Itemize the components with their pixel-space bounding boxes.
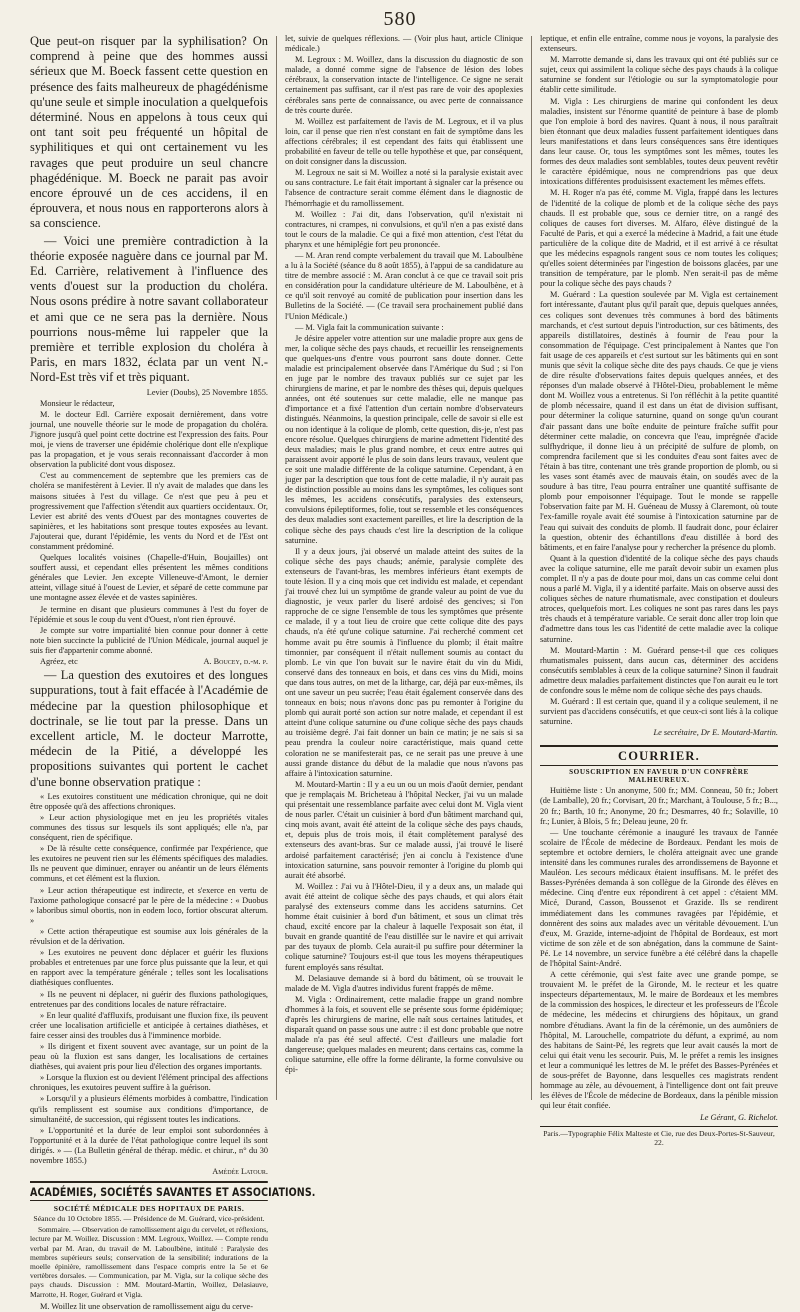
- paragraph: — Voici une première contradiction à la théorie exposée naguère dans ce journal par M. Ed. Carrière, relativement à l'influence des vents d'ouest sur la production du choléra. Nous osons prédire à notre savant collaborateur et ami que ce ne sera pas la dernière. Nous pourrions nous-même lui rappeler que la première et terrible explosion du choléra à Paris, en mars 1832, éclata par un vent N.-Nord-Est très vif et très piquant.: [30, 233, 268, 385]
- section-heading: ACADÉMIES, SOCIÉTÉS SAVANTES ET ASSOCIATIONS.: [30, 1181, 268, 1201]
- session-line: Séance du 10 Octobre 1855. — Présidence de M. Guérard, vice-président.: [33, 1214, 265, 1224]
- column-3: [540, 34, 778, 1148]
- salutation: Monsieur le rédacteur,: [40, 398, 115, 408]
- paragraph: Il y a deux jours, j'ai observé un malade atteint des suites de la colique sèche des pays chauds; anémie, paralysie complète des extenseurs de l'avant-bras, les membres inférieurs étant exempts de toute lésion. Il y a cinq mois que cet individu est malade, et cependant j'ai trouvé chez lui un symptôme de grande valeur au point de vue du diagnostic, je veux parler du liseré ardoisé des gencives; si l'on rapproche de ce signe l'ensemble de tous les symptômes que présente ce malade, il y a tout lieu de croire que cette colique dite des pays chauds, n'a été qu'une colique saturnine. J'ai recherché comment cet homme avait pu être soumis à l'influence du plomb; il était maître timonnier, par conséquent il n'était nullement soumis au contact du plomb. Le vin que l'on buvait sur le navire était du vin du Midi, conservé dans des tonneaux en bois, et dans ces vins du Midi, moins que dans tous autres, on met de la litharge, car, déjà par eux-mêmes, ils ont une saveur un peu sucrée; l'eau était également conservée dans des tonneaux en bois; nous n'avons donc pas pu remonter à l'origine du plomb qui aurait porté son action sur notre malade, et cependant il est atteint d'une colique saturnine ou d'une colique sèche des pays chauds au troisième degré. J'ai fait donner un bain ce matin; je ne sais si sa peau prendra la couleur noire caractéristique, mais quand cette coloration ne se manifesterait pas, ce ne serait pas une preuve à une aussi grande distance du début de la maladie que nous n'avons pas affaire à l'intoxication saturnine.: [285, 546, 523, 778]
- dateline: Levier (Doubs), 25 Novembre 1855.: [146, 387, 268, 397]
- paragraph: Quant à la question d'identité de la colique sèche des pays chauds avec la colique saturnine, elle me paraît devoir subir un examen plus complet. Il n'y a pas de doute pour moi, dans un cas comme celui dont nous a parlé M. Vigla, il y a identité parfaite. Mais on observe aussi des coliques sèches de nature rhumatismale, avec constipation et douleurs atroces, quelquefois mort. Les coliques ne sont pas rares dans les pays très chauds et à température variable. Ce serait donc aller trop loin que d'admettre dans tous les cas l'identité de cette maladie avec la colique saturnine.: [540, 553, 778, 644]
- column-1: [30, 34, 316, 1311]
- paragraph: M. Moutard-Martin : M. Guérard pense-t-il que ces coliques rhumatismales puissent, dans aucun cas, déterminer des accidens consécutifs semblables à ceux de la colique saturnine? Sinon il faudrait admettre deux maladies parfaitement distinctes que l'on aurait eu le tort de confondre sous le même nom de colique sèche des pays chauds.: [540, 645, 778, 695]
- paragraph: let, suivie de quelques réflexions. — (Voir plus haut, article Clinique médicale.): [285, 34, 523, 54]
- secretary-signature: Le secrétaire, Dr E. Moutard-Martin.: [653, 728, 778, 738]
- quote-paragraph: » Ils ne peuvent ni déplacer, ni guérir des fluxions pathologiques, entretenues par des conditions locales de nature réfractaire.: [30, 989, 268, 1009]
- paragraph: M. Legroux : M. Woillez, dans la discussion du diagnostic de son malade, a donné comme signe de l'absence de lésion des lobes cérébraux, la conservation intacte de l'intelligence. Ce signe ne serait certainement pas suffisant, car il n'est pas rare de voir des apoplexies cérébrales sans perte de connaissance, ou avec perte de connaissance de très courte durée.: [285, 55, 523, 115]
- quote-paragraph: « Les exutoires constituent une médication chronique, qui ne doit être opposée qu'à des affections chroniques.: [30, 791, 268, 811]
- paragraph: M. Woillez : J'ai vu à l'Hôtel-Dieu, il y a deux ans, un malade qui avait été atteint de colique sèche des pays chauds, et qui alors était paralysé des extenseurs comme dans les accidens saturnins. Cet homme était cuisinier à bord d'un bâtiment, et sous un climat très chaud, excité encore par la chaleur à laquelle l'exposait son état, il buvait en grande quantité de l'eau distillée sur le navire et qui arrivait par des tuyaux de plomb. Cela aurait-il pu suffire pour déterminer la colique saturnine? Toujours est-il que tous les moyens thérapeutiques furent employés sans résultat.: [285, 881, 523, 972]
- paragraph: M. Legroux ne sait si M. Woillez a noté si la paralysie existait avec ou sans contracture. Le fait était important à signaler car la présence ou l'absence de contracture serait comme élément dans le diagnostic de l'hémorrhagie et du ramollissement.: [285, 168, 523, 208]
- quote-paragraph: » L'opportunité et la durée de leur emploi sont subordonnées à l'opportunité et à la durée de l'état pathologique contre lequel ils sont dirigés. » — (La Bulletin général de thérap. médic. et chirur., n° du 30 novembre 1855.): [30, 1125, 268, 1166]
- quote-paragraph: » Ils dirigent et fixent souvent avec avantage, sur un point de la peau où la fluxion est sans danger, les localisations de certaines diathèses, qui avaient pris pour lieu d'élection des organes importants.: [30, 1041, 268, 1072]
- paragraph: Quelques localités voisines (Chapelle-d'Huin, Boujailles) ont souffert aussi, et cependant elles présentent les mêmes conditions générales que Levier. Jen excepte Villeneuve-d'Amont, le dernier atteint, village situé à l'ouest de Levier, et séparé de cette commune par une montagne assez élevée et de vastes sapinières.: [30, 553, 268, 603]
- signature-line: [30, 657, 268, 667]
- quote-paragraph: » Leur action thérapeutique est indirecte, et s'exerce en vertu de l'axiome pathologique consacré par le père de la médecine : « Duobus » laboribus simul obortis, non in eodem loco, fortior obscurat alterum. »: [30, 885, 268, 925]
- paragraph: A cette cérémonie, qui s'est faite avec une grande pompe, se trouvaient M. le préfet de la Gironde, M. le recteur et les quatre inspecteurs départementaux, M. le maire de Bordeaux et les membres de la commission des hospices, le directeur et les professeurs de l'École de médecine, les médecins et chirurgiens des hôpitaux, un grand nombre d'étudians. Avant la fin de la cérémonie, un des aumôniers de l'hôpital, M. Larouchelle, compatriote du défunt, a exprimé, au nom des habitans de Saint-Pé, les regrets que leur avait causés la mort de celui qui était venu les secourir. Puis, M. le préfet a remis les insignes et leur a communiqué les lettres de M. le préfet des Basses-Pyrénées et de sous-préfet de Bayonne, dans lesquelles ces magistrats rendent hommage au zèle, au dévouement, à l'intelligence dont ont fait preuve les élèves de l'École de médecine de Bordeaux, dans la pénible mission qui leur était confiée.: [540, 970, 778, 1111]
- signature-name: A. Boucey, d.-m. p.: [203, 657, 268, 667]
- paragraph: M. Guérard : La question soulevée par M. Vigla est certainement fort intéressante, d'autant plus qu'il paraît que, depuis quelques années, ces coliques sont devenues très communes à bord des bâtiments marchands, et c'est surtout depuis l'introduction, sur ces bâtiments, des appareils distillatoires, destinés à fournir de l'eau pour la consommation de l'équipage. C'est principalement à Nantes que l'on fait usage de ces appareils et c'est surtout sur les bâtiments qui en sont munis que sévit la colique sèche dite des pays chauds. Ce que je viens de dire résulte d'observations faites depuis quelques années, et des réponses d'un malade observé à l'Hôtel-Dieu, probablement le même dont M. Woillez vous a entretenus. Si l'on réfléchit à la petite quantité de plomb nécessaire, quand il est dans un état de division suffisant, pour déterminer la colique saturnine, quand on songe qu'un courant d'air passant dans une boîte enduite de peinture fraîche suffit pour déterminer cette maladie, on concevra que l'eau, imprégnée d'acide sulfhydrique, il donne lieu à un précipité de sulfure de plomb, on comprendra facilement que si les conduites d'eau sont faites avec de l'étain à bas titre, contenant une très grande proportion de plomb, ou si les vases sont étamés avec de mauvais étain, on soudés avec de la soudure à bas titre, l'eau pourra entraîner une quantité suffisante de plomb pour empoisonner l'équipage. Tout le monde se rappelle l'observation faite par M. H. Guéneau de Mussy à Claremont, où toute l'ex-famille royale avait été soumise à l'intoxication saturnine par de l'eau qui suivait des conduits de plomb. Il faudrait donc, pour éclairer la question, obtenir des échantillons d'eau distillée à bord des bâtiments, et en faire l'analyse pour y rechercher la présence du plomb.: [540, 290, 778, 552]
- printer-imprint: Paris.—Typographie Félix Malteste et Cie, rue des Deux-Portes-St-Sauveur, 22.: [540, 1126, 778, 1147]
- paragraph: — M. Vigla fait la communication suivante :: [295, 322, 444, 332]
- paragraph: M. H. Roger n'a pas été, comme M. Vigla, frappé dans les lectures de l'identité de la colique de plomb et de la colique sèche des pays chauds. Il est probable que, sous ce dernier titre, on a rangé des coliques de causes fort diverses. M. Alfaro, élève distingué de la Faculté de Paris, et qui a exercé la médecine à Madrid, a fait une étude particulière de la colique dite de Madrid, et il est arrivé à ce résultat que les médecins espagnols rangent sous ce nom toutes les coliques; qu'elles soient déterminées par l'ingestion de boissons glacées, par une transition de température, par le plomb. N'en serait-il pas de même pour la colique sèche des pays chauds ?: [540, 188, 778, 289]
- quote-paragraph: » Leur action physiologique met en jeu les propriétés vitales communes des tissus sur lesquels ils sont appliqués; elle n'a, par conséquent, rien de spécifique.: [30, 812, 268, 843]
- quote-paragraph: » Lorsqu'il y a plusieurs éléments morbides à combattre, l'indication qu'ils remplissent est soumise aux conditions d'importance, de simultanéité, de succession, qui régissent toutes les indications.: [30, 1094, 268, 1124]
- paragraph: M. Guérard : Il est certain que, quand il y a colique seulement, il ne survient pas d'accidens consécutifs, et que ceux-ci sont liés à la colique saturnine.: [540, 697, 778, 727]
- column-2: [285, 34, 523, 1100]
- signature-greeting: Agréez, etc: [40, 657, 78, 667]
- column-divider: [531, 36, 532, 1100]
- paragraph: Huitième liste : Un anonyme, 500 fr.; MM. Conneau, 50 fr.; Jobert (de Lamballe), 20 fr.; Corvisart, 20 fr.; Marchant, à Toulouse, 5 fr.; B..., 20 fr.; Barth, 10 fr.; Anonyme, 20 fr.; Desmarres, 40 fr.; Solaville, 10 fr.; Lunier, à Blois, 5 fr.; Deleau jeune, 20 fr.: [540, 786, 778, 826]
- paragraph: M. Marrotte demande si, dans les travaux qui ont été publiés sur ce sujet, ceux qui assimilent la colique sèche des pays chauds à la colique saturnine se fondent sur l'étiologie ou sur la symptomatologie pour établir cette similitude.: [540, 55, 778, 95]
- paragraph: M. Woillez : J'ai dit, dans l'observation, qu'il n'existait ni contractures, ni crampes, ni convulsions, et qu'il n'en a pas existé dans tout le cours de la maladie. Ce qui a fixé mon attention, c'est l'état du pharynx et une hémiplégie fort peu prononcée.: [285, 209, 523, 249]
- courrier-heading: COURRIER.: [540, 745, 778, 766]
- page-number: 580: [383, 8, 417, 30]
- summary: Sommaire. — Observation de ramollissement aigu du cervelet, et réflexions, lecture par M. Woillez. Discussion : MM. Legroux, Woillez. — Compte rendu verbal par M. Aran, du travail de M. Laboulbène, intitulé : Paralysie des membres supérieurs seuls; conservation de la sensibilité; indurations de la moelle épinière, ramollissement dans l'espace compris entre la 5e et 6e vertèbres dorsales. — Communication, par M. Vigla, sur la colique sèche des pays chauds. Discussion : MM. Moutard-Martin, Woillez, Delasiauve, Marrotte, H. Roger, Guérard et Vigla.: [30, 1225, 268, 1299]
- paragraph: M. Woillez lit une observation de ramollissement aigu du cerve-: [40, 1301, 253, 1311]
- paragraph: M. Moutard-Martin : Il y a eu un ou un mois d'août dernier, pendant que je remplaçais M. Bricheteau à l'hôpital Necker, j'ai vu un malade qui présentait une ressemblance parfaite avec celui dont M. Vigla vient de nous parler. C'était un cuisinier à bord d'un bâtiment marchand qui, cinq mois avant, avait été atteint de la colique sèche des pays chauds, et, depuis plus de trois mois, il était complètement paralysé des extenseurs des avant-bras. Sur ce malade aussi, j'ai trouvé le liseré ardoisé parfaitement caractérisé; j'en ai conclu à l'existence d'une intoxication saturnine, sans pouvoir remonter à l'origine du plomb qui aurait été absorbé.: [285, 779, 523, 880]
- column-divider: [276, 36, 277, 1100]
- paragraph: leptique, et enfin elle entraîne, comme nous je voyons, la paralysie des extenseurs.: [540, 34, 778, 54]
- quote-paragraph: » Lorsque la fluxion est ou devient l'élément principal des affections chroniques, les exutoires peuvent suffire à la guérison.: [30, 1073, 268, 1093]
- paragraph: Je termine en disant que plusieurs communes à l'est du foyer de l'épidémie et sous le coup du vent d'Ouest, n'ont rien éprouvé.: [30, 604, 268, 624]
- paragraph: — Une touchante cérémonie a inauguré les travaux de l'année scolaire de l'École de médecine de Bordeaux. Pendant les mois de septembre et octobre derniers, le choléra atteignait avec une grande intensité dans les communes rurales des arrondissemens de Bayonne et Mauléon. Les secours médicaux étaient insuffisans. M. le préfet des Basses-Pyrénées demanda à son collègue de la Gironde des élèves en médecine. Cinq d'entre eux répondirent à cet appel : c'étaient MM. Micé, Durand, Casson, Boussenot et Grazide. Ils se rendirent immédiatement dans les communes ravagées par l'épidémie, et donnèrent des soins aux malades avec un véritable dévouement. L'un d'eux, M. Grazide, interne-adjoint de l'hôpital de Bordeaux, est mort victime de son zèle et de son abnégation, dans la commune de Saint-Pé. Le 14 novembre, un service funèbre a été célébré dans la chapelle de l'hôpital Saint-André.: [540, 827, 778, 968]
- paragraph: — M. Aran rend compte verbalement du travail que M. Laboulbène a lu à la Société (séance du 8 août 1855), à l'appui de sa candidature au titre de membre associé : M. Aran conclut à ce que ce travail soit pris en considération pour la candidature ultérieure de M. Laboulbène, et à ce qu'il soit renvoyé au comité de publication pour insertion dans les Bulletins de la Société. — (Ce travail sera prochainement publié dans l'Union Médicale.): [285, 250, 523, 321]
- author-signature: Amédée Latour.: [212, 1167, 268, 1177]
- paragraph: Que peut-on risquer par la syphilisation? On comprend à peine que des hommes aussi sérieux que M. Boeck fassent cette question en présence des faits malheureux de phagédénisme qu'une seule et simple inoculation a quelquefois déterminé. Nous en appelons à tous ceux qui ont tant soit peu fréquenté un hôpital de syphilitiques et qui ont certainement vu les ravages que peut produire un seul chancre phagédénique. M. Boeck ne parait pas avoir encore éprouvé un de ces accidens, il en éprouvera, et nous nous en rapporterons alors à sa conscience.: [30, 34, 268, 231]
- paragraph: C'est au commencement de septembre que les premiers cas de choléra se manifestèrent à Levier. Il n'y avait de malades que dans les maisons situées à l'est du village. Ce n'est que peu à peu et progressivement que l'affection s'étendit aux quartiers occidentaux. Or, Levier est abrité des vents d'Ouest par des montagnes couvertes de sapinières, et les habitations sont presque toutes exposées au levant. J'ajouterai que, durant l'épidémie, les vents du Nord et de l'Est ont constamment prédominé.: [30, 471, 268, 551]
- paragraph: M. Vigla : Les chirurgiens de marine qui confondent les deux maladies, insistent sur l'énorme quantité de peinture à base de plomb que l'on emploie à bord des navires. Quant à nous, il nous paraîtrait bien étonnant que deux maladies fussent parfaitement identiques dans leurs manifestations et dans leurs conséquences sans être identiques dans leur cause. Or, tous les symptômes sont les mêmes, toutes les formes des deux maladies sont semblables, toutes deux peuvent revêtir le caractère épidémique, nous ne comprendrions pas que deux intoxications différentes produisissent exactement les mêmes effets.: [540, 96, 778, 187]
- paragraph: Je désire appeler votre attention sur une maladie propre aux gens de mer, la colique sèche des pays chauds, et recueillir les renseignements que quelques-uns d'entre vous pourront sans doute donner. Cette maladie est principalement observée dans l'Amérique du Sud ; si l'on en juge par le nombre des travaux publiés sur ce sujet par les chirurgiens de marine, et par le nombre des thèses qui, depuis quelques années, ont été soutenues sur cette maladie, elle ne manque pas d'importance et a fixé l'attention d'un certain nombre d'observateurs distingués. Néanmoins, la question principale, celle de savoir si elle est ou non identique à la colique de plomb, cette question, dis-je, n'est pas encore résolue. Quelques chirurgiens de marine admettent l'identité des deux maladies; mais le plus grand nombre, et ceux entre autres qui paraissent avoir apporté le plus de soin dans leurs travaux, veulent que ce soit une maladie différente de la colique saturnine. Cependant, à en juger par la description que tous font de cette maladie, il n'y aurait pas de distinction possible au moins dans les symptômes, les coliques sont les mêmes, les accidens consécutifs, paralysies des extenseurs, convulsions épileptiformes, folie, tout se ressemble et les conséquences des deux maladies sont exactement pareilles, et lire la description de la colique sèche des pays chauds c'est lire la description de la colique saturnine.: [285, 333, 523, 545]
- paragraph: M. Woillez est parfaitement de l'avis de M. Legroux, et il va plus loin, car il pense que rien n'est constant en fait de symptôme dans les affections cérébrales; il est cependant des faits qui établissent une probabilité en faveur de telle ou telle hypothèse et que, par conséquent, on doit consigner dans la discussion.: [285, 116, 523, 167]
- paragraph: M. Vigla : Ordinairement, cette maladie frappe un grand nombre d'hommes à la fois, et souvent elle se présente sous forme épidémique; d'après les chirurgiens de marine, elle naît sous certaines latitudes, et disparaît quand on passe sous une autre : il est donc probable que notre malade n'a pas été seul affecté. C'est d'ailleurs une maladie fort dangereuse; quelques malades en meurent; dans certains cas, comme la colique saturnine, elle offre la forme délirante, la forme convulsive ou épi-: [285, 994, 523, 1075]
- paragraph: Je compte sur votre impartialité bien connue pour donner à cette note bien succincte la publicité de l'Union Médicale, journal auquel je suis fier d'appartenir comme abonné.: [30, 625, 268, 655]
- paragraph: M. le docteur Edl. Carrière exposait dernièrement, dans votre journal, une nouvelle théorie sur le mode de propagation du choléra. J'ignore jusqu'à quel point cette doctrine est l'expression des faits. Pour moi, je viens de traverser une épidémie cholérique dont elle n'explique pas la propagation, et je vous serais reconnaissant d'accorder à mon observation la publicité dont vous disposez.: [30, 409, 268, 470]
- quote-paragraph: » Les exutoires ne peuvent donc déplacer et guérir les fluxions probables et entretenues par une force plus puissante que la leur, et qui en rapport avec la température générale ; telles sont les localisations diathésiques confluentes.: [30, 948, 268, 988]
- subscription-heading: SOUSCRIPTION EN FAVEUR D'UN CONFRÈRE MALHEUREUX.: [569, 768, 749, 785]
- quote-paragraph: » Cette action thérapeutique est soumise aux lois générales de la révulsion et de la dérivation.: [30, 926, 268, 947]
- paragraph: — La question des exutoires et des longues suppurations, tout à fait effacée à l'Académie de médecine par la question philosophique et doctrinale, se lie tout par la presse. Dans un excellent article, M. le docteur Marrotte, médecin de la Pitié, a développé les propositions suivantes qui portent le cachet d'une bonne observation pratique :: [30, 668, 269, 789]
- quote-paragraph: » En leur qualité d'affluxifs, produisant une fluxion fixe, ils peuvent créer une localisation artificielle et anticipée à certaines diathèses, et faire cesser ainsi des troubles dus à l'imminence morbide.: [30, 1010, 268, 1040]
- society-heading: SOCIÉTÉ MÉDICALE DES HOPITAUX DE PARIS.: [53, 1204, 245, 1214]
- manager-signature: Le Gérant, G. Richelot.: [700, 1113, 778, 1123]
- quote-paragraph: » De là résulte cette conséquence, confirmée par l'expérience, que les exutoires ne peuvent rien sur les éléments spécifiques des maladies. Ils ne peuvent que diminuer, enrayer ou anéantir un de leurs éléments communs, et cet élément est la fluxion.: [30, 844, 268, 884]
- paragraph: M. Delasiauve demande si à bord du bâtiment, où se trouvait le malade de M. Vigla d'autres individus furent frappés de même.: [285, 973, 523, 993]
